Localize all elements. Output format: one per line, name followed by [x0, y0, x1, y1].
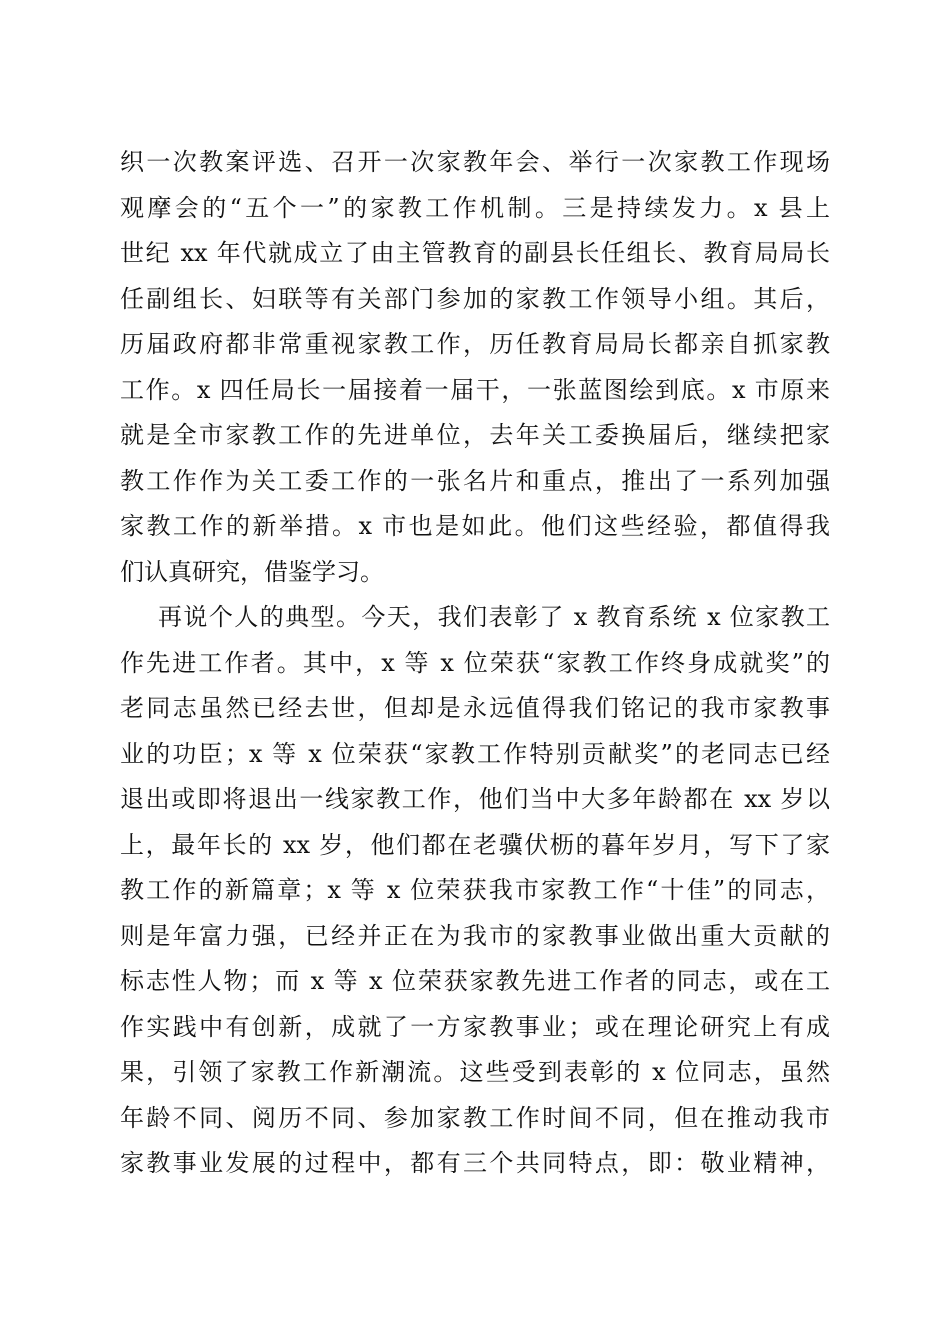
text-line: 工作。x 四任局长一届接着一届干，一张蓝图绘到底。x 市原来	[120, 375, 830, 404]
text-line: 年龄不同、阅历不同、参加家教工作时间不同，但在推动我市	[120, 1103, 830, 1132]
text-line: 标志性人物；而 x 等 x 位荣获家教先进工作者的同志，或在工	[120, 967, 830, 995]
paragraph-first-line: 再说个人的典型。今天，我们表彰了 x 教育系统 x 位家教工	[158, 603, 830, 631]
document-body	[120, 140, 830, 1187]
text-line: 教工作的新篇章；x 等 x 位荣获我市家教工作“十佳”的同志，	[120, 876, 830, 904]
text-line: 业的功臣；x 等 x 位荣获“家教工作特别贡献奖”的老同志已经	[120, 739, 830, 768]
text-line: 历届政府都非常重视家教工作，历任教育局局长都亲自抓家教	[120, 330, 830, 358]
text-line: 教工作作为关工委工作的一张名片和重点，推出了一系列加强	[120, 466, 830, 495]
text-line: 作先进工作者。其中，x 等 x 位荣获“家教工作终身成就奖”的	[120, 648, 830, 677]
text-line: 织一次教案评选、召开一次家教年会、举行一次家教工作现场	[120, 148, 830, 176]
text-line: 任副组长、妇联等有关部门参加的家教工作领导小组。其后，	[120, 284, 830, 313]
text-line: 们认真研究，借鉴学习。	[120, 557, 384, 586]
text-line: 作实践中有创新，成就了一方家教事业；或在理论研究上有成	[120, 1012, 830, 1041]
text-line: 家教事业发展的过程中，都有三个共同特点，即：敬业精神，	[120, 1149, 830, 1177]
text-line: 就是全市家教工作的先进单位，去年关工委换届后，继续把家	[120, 421, 830, 449]
text-line: 则是年富力强，已经并正在为我市的家教事业做出重大贡献的	[120, 921, 830, 950]
text-line: 老同志虽然已经去世，但却是永远值得我们铭记的我市家教事	[120, 694, 830, 722]
text-line: 世纪 xx 年代就成立了由主管教育的副县长任组长、教育局局长	[120, 239, 830, 267]
text-line: 退出或即将退出一线家教工作，他们当中大多年龄都在 xx 岁以	[120, 785, 830, 813]
text-line: 家教工作的新举措。x 市也是如此。他们这些经验，都值得我	[120, 512, 830, 540]
text-line: 上，最年长的 xx 岁，他们都在老骥伏枥的暮年岁月，写下了家	[120, 830, 830, 859]
text-line: 果，引领了家教工作新潮流。这些受到表彰的 x 位同志，虽然	[120, 1058, 830, 1086]
text-line: 观摩会的“五个一”的家教工作机制。三是持续发力。x 县上	[120, 193, 830, 222]
